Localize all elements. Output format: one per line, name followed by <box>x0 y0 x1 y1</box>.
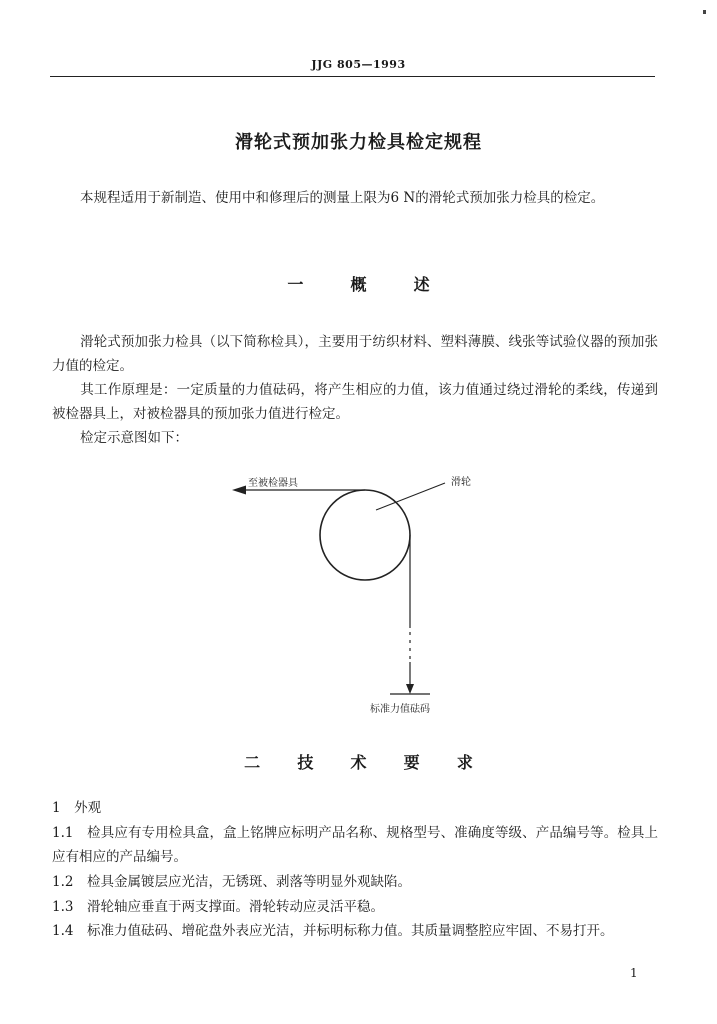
intro-text: 本规程适用于新制造、使用中和修理后的测量上限为6 N的滑轮式预加张力检具的检定。 <box>80 190 605 206</box>
standard-code: JJG 805—1993 <box>311 58 406 71</box>
clause-1-1: 1.1 检具应有专用检具盒，盒上铭牌应标明产品名称、规格型号、准确度等级、产品编号等。检具上应有相应的产品编号。 <box>52 825 658 865</box>
section-char: 要 <box>403 753 420 772</box>
subheading-appearance: 1 外观 <box>52 800 102 816</box>
section-number: 二 <box>244 753 261 772</box>
document-title: 滑轮式预加张力检具检定规程 <box>235 132 482 153</box>
section-char: 技 <box>297 753 314 772</box>
label-to-instrument: 至被检器具 <box>248 478 298 489</box>
label-pulley: 滑轮 <box>451 477 471 488</box>
overview-text-1: 滑轮式预加张力检具（以下简称检具），主要用于纺织材料、塑料薄膜、线张等试验仪器的预加张力值的检定。 <box>52 334 658 374</box>
overview-text-3: 检定示意图如下： <box>80 430 188 446</box>
section-char: 术 <box>350 753 367 772</box>
section-char: 述 <box>413 275 430 294</box>
section-char: 求 <box>456 753 473 772</box>
clause-1-4: 1.4 标准力值砝码、增砣盘外表应光洁，并标明标称力值。其质量调整腔应牢固、不易打开。 <box>52 923 614 939</box>
section-heading-technical <box>0 750 717 773</box>
page-number: 1 <box>630 966 638 980</box>
overview-text-2: 其工作原理是：一定质量的力值砝码，将产生相应的力值，该力值通过绕过滑轮的柔线，传递到被检器具上，对被检器具的预加张力值进行检定。 <box>52 382 658 422</box>
clause-1-2: 1.2 检具金属镀层应光洁，无锈斑、剥落等明显外观缺陷。 <box>52 874 411 890</box>
section-number: 一 <box>287 275 304 294</box>
arrow-left-icon <box>232 486 246 495</box>
pulley-circle <box>320 490 410 580</box>
clause-1-3: 1.3 滑轮轴应垂直于两支撑面。滑轮转动应灵活平稳。 <box>52 899 384 915</box>
section-char: 概 <box>350 275 367 294</box>
label-standard-weight: 标准力值砝码 <box>370 704 430 715</box>
pulley-leader <box>376 483 445 510</box>
arrow-down-icon <box>406 684 414 694</box>
